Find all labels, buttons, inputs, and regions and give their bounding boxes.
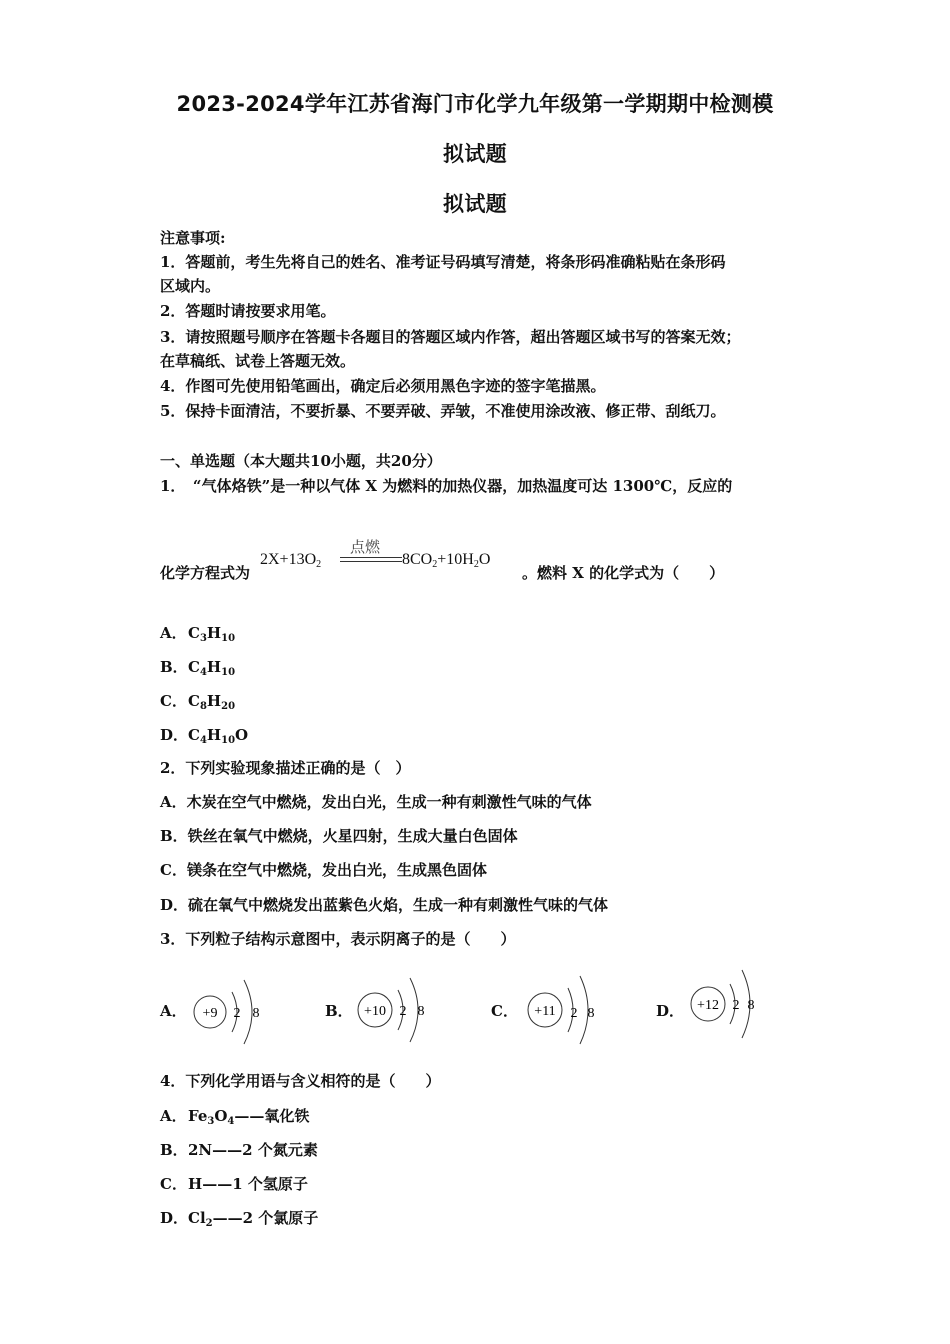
svg-text:8: 8 xyxy=(417,1004,425,1019)
svg-text:+10: +10 xyxy=(364,1004,386,1019)
equation-left: $2X+13O_2$ xyxy=(260,551,322,570)
title-line-1: 2023-2024学年江苏省海门市化学九年级第一学期期中检测模 xyxy=(176,92,774,116)
q3-diagram-d xyxy=(656,962,816,1052)
q1-option-a: A．$C_3H_{10}$ xyxy=(160,624,236,644)
notice-heading: 注意事项: xyxy=(160,229,226,247)
notice-item-3b: 在草稿纸、试卷上答题无效。 xyxy=(160,352,356,370)
q1-stem-prefix: 化学方程式为 xyxy=(160,564,251,582)
q2-option-d: D．硫在氧气中燃烧发出蓝紫色火焰，生成一种有刺激性气味的气体 xyxy=(160,896,609,914)
q3-diagram-b xyxy=(325,962,485,1052)
svg-text:2: 2 xyxy=(399,1004,407,1019)
q2-option-a: A．木炭在空气中燃烧，发出白光，生成一种有刺激性气味的气体 xyxy=(160,793,592,811)
svg-text:+12: +12 xyxy=(697,998,719,1013)
atom-structure-diagram xyxy=(353,962,493,1052)
notice-item-1a: 1．答题前，考生先将自己的姓名、准考证号码填写清楚，将条形码准确粘贴在条形码 xyxy=(160,253,726,271)
q2-stem: 2．下列实验现象描述正确的是（ ） xyxy=(160,759,411,777)
notice-item-5: 5．保持卡面清洁，不要折暴、不要弄破、弄皱，不准使用涂改液、修正带、刮纸刀。 xyxy=(160,402,726,420)
q1-option-b: B．$C_4H_{10}$ xyxy=(160,658,236,678)
diagram-label: D． xyxy=(656,1002,685,1020)
q4-option-a: A．$Fe_3O_4——$氧化铁 xyxy=(160,1107,310,1127)
title-line-3: 拟试题 xyxy=(443,192,507,216)
svg-text:+9: +9 xyxy=(202,1006,218,1021)
q1-stem-line-1: 1． “气体烙铁”是一种以气体 X 为燃料的加热仪器，加热温度可达 1300℃，反应的 xyxy=(160,477,733,495)
svg-text:2: 2 xyxy=(570,1006,578,1021)
q1-stem-suffix: 。燃料 X 的化学式为（ ） xyxy=(522,564,725,582)
diagram-label: B． xyxy=(325,1002,353,1020)
atom-structure-diagram xyxy=(688,962,828,1052)
title-line-2: 拟试题 xyxy=(443,142,507,166)
notice-item-1b: 区域内。 xyxy=(160,277,221,295)
q4-option-d: D．$Cl_2——2$ 个氯原子 xyxy=(160,1209,319,1229)
q2-option-c: C．镁条在空气中燃烧，发出白光，生成黑色固体 xyxy=(160,861,487,879)
equation-double-line xyxy=(340,557,402,562)
svg-text:2: 2 xyxy=(732,998,740,1013)
q3-diagram-c xyxy=(491,962,651,1052)
diagram-label: A． xyxy=(160,1002,187,1020)
equation-right: $8CO_2+10H_2O$ xyxy=(402,551,491,570)
q4-option-c: C．H——1 个氢原子 xyxy=(160,1175,308,1193)
q3-stem: 3．下列粒子结构示意图中，表示阴离子的是（ ） xyxy=(160,930,516,948)
equation-condition: 点燃 xyxy=(350,538,381,556)
q1-option-c: C．$C_8H_{20}$ xyxy=(160,692,236,712)
svg-text:8: 8 xyxy=(252,1006,260,1021)
notice-item-3a: 3．请按照题号顺序在答题卡各题目的答题区域内作答，超出答题区域书写的答案无效； xyxy=(160,328,741,346)
q2-option-b: B．铁丝在氧气中燃烧，火星四射，生成大量白色固体 xyxy=(160,827,518,845)
q4-stem: 4．下列化学用语与含义相符的是（ ） xyxy=(160,1072,441,1090)
notice-item-2: 2．答题时请按要求用笔。 xyxy=(160,302,336,320)
q1-equation xyxy=(260,536,520,582)
q3-diagram-a xyxy=(160,962,320,1052)
svg-text:+11: +11 xyxy=(534,1004,556,1019)
svg-text:8: 8 xyxy=(747,998,755,1013)
section-heading: 一、单选题（本大题共10小题，共20分） xyxy=(160,452,442,470)
notice-item-4: 4．作图可先使用铅笔画出，确定后必须用黑色字迹的签字笔描黑。 xyxy=(160,377,606,395)
atom-structure-diagram xyxy=(519,962,659,1052)
diagram-label: C． xyxy=(491,1002,518,1020)
svg-text:8: 8 xyxy=(587,1006,595,1021)
svg-text:2: 2 xyxy=(233,1006,241,1021)
atom-structure-diagram xyxy=(188,962,328,1052)
q4-option-b: B．2N——2 个氮元素 xyxy=(160,1141,318,1159)
q1-option-d: D．$C_4H_{10}O$ xyxy=(160,726,249,746)
